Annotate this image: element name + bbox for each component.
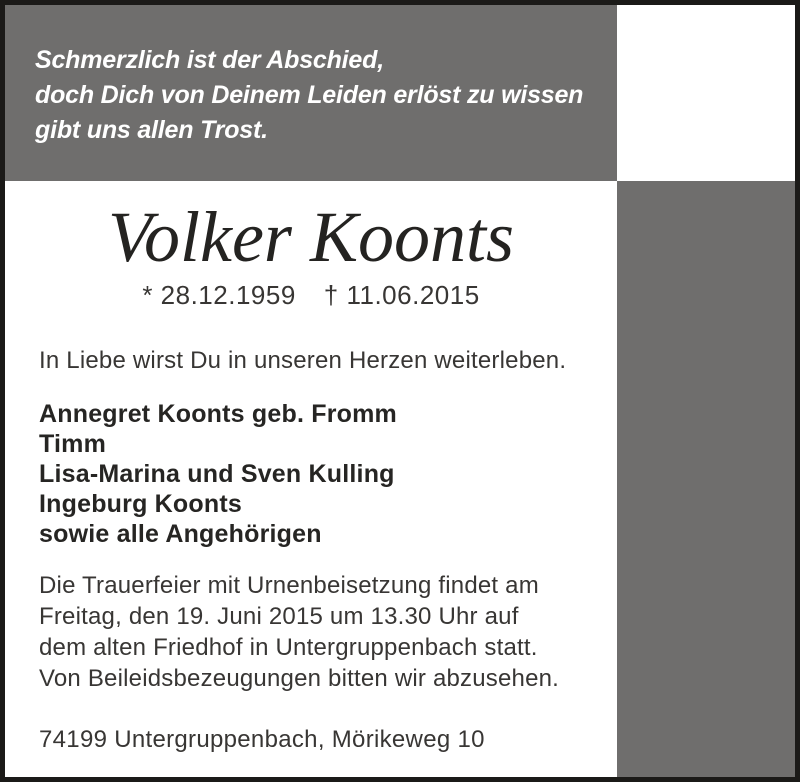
verse-line: gibt uns allen Trost.: [35, 116, 268, 144]
mourner: Lisa-Marina und Sven Kulling: [39, 460, 395, 488]
address: 74199 Untergruppenbach, Mörikeweg 10: [39, 726, 485, 753]
birth-date: * 28.12.1959: [142, 280, 296, 310]
mourner: Timm: [39, 430, 107, 458]
deceased-name: Volker Koonts: [108, 197, 514, 277]
obituary-content: [5, 181, 617, 777]
ceremony-line: Freitag, den 19. Juni 2015 um 13.30 Uhr auf: [39, 603, 519, 630]
mourner: sowie alle Angehörigen: [39, 520, 322, 548]
ceremony-line: Von Beileidsbezeugungen bitten wir abzusehen.: [39, 665, 560, 692]
verse-line: Schmerzlich ist der Abschied,: [35, 46, 384, 74]
ceremony-line: dem alten Friedhof in Untergruppenbach statt.: [39, 634, 538, 661]
mourners-list: [39, 399, 397, 549]
ceremony-details: [39, 570, 559, 694]
death-date: † 11.06.2015: [323, 280, 480, 310]
verse-line: doch Dich von Deinem Leiden erlöst zu wissen: [35, 81, 584, 109]
remembrance-line: In Liebe wirst Du in unseren Herzen weiterleben.: [39, 347, 567, 374]
ceremony-line: Die Trauerfeier mit Urnenbeisetzung findet am: [39, 572, 539, 599]
condolence-banner: [5, 5, 617, 181]
condolence-verse: [35, 43, 583, 148]
right-gray-column: [617, 181, 795, 777]
top-right-blank-box: [617, 5, 795, 181]
mourner: Ingeburg Koonts: [39, 490, 242, 518]
life-dates: [5, 280, 617, 311]
mourner: Annegret Koonts geb. Fromm: [39, 400, 397, 428]
